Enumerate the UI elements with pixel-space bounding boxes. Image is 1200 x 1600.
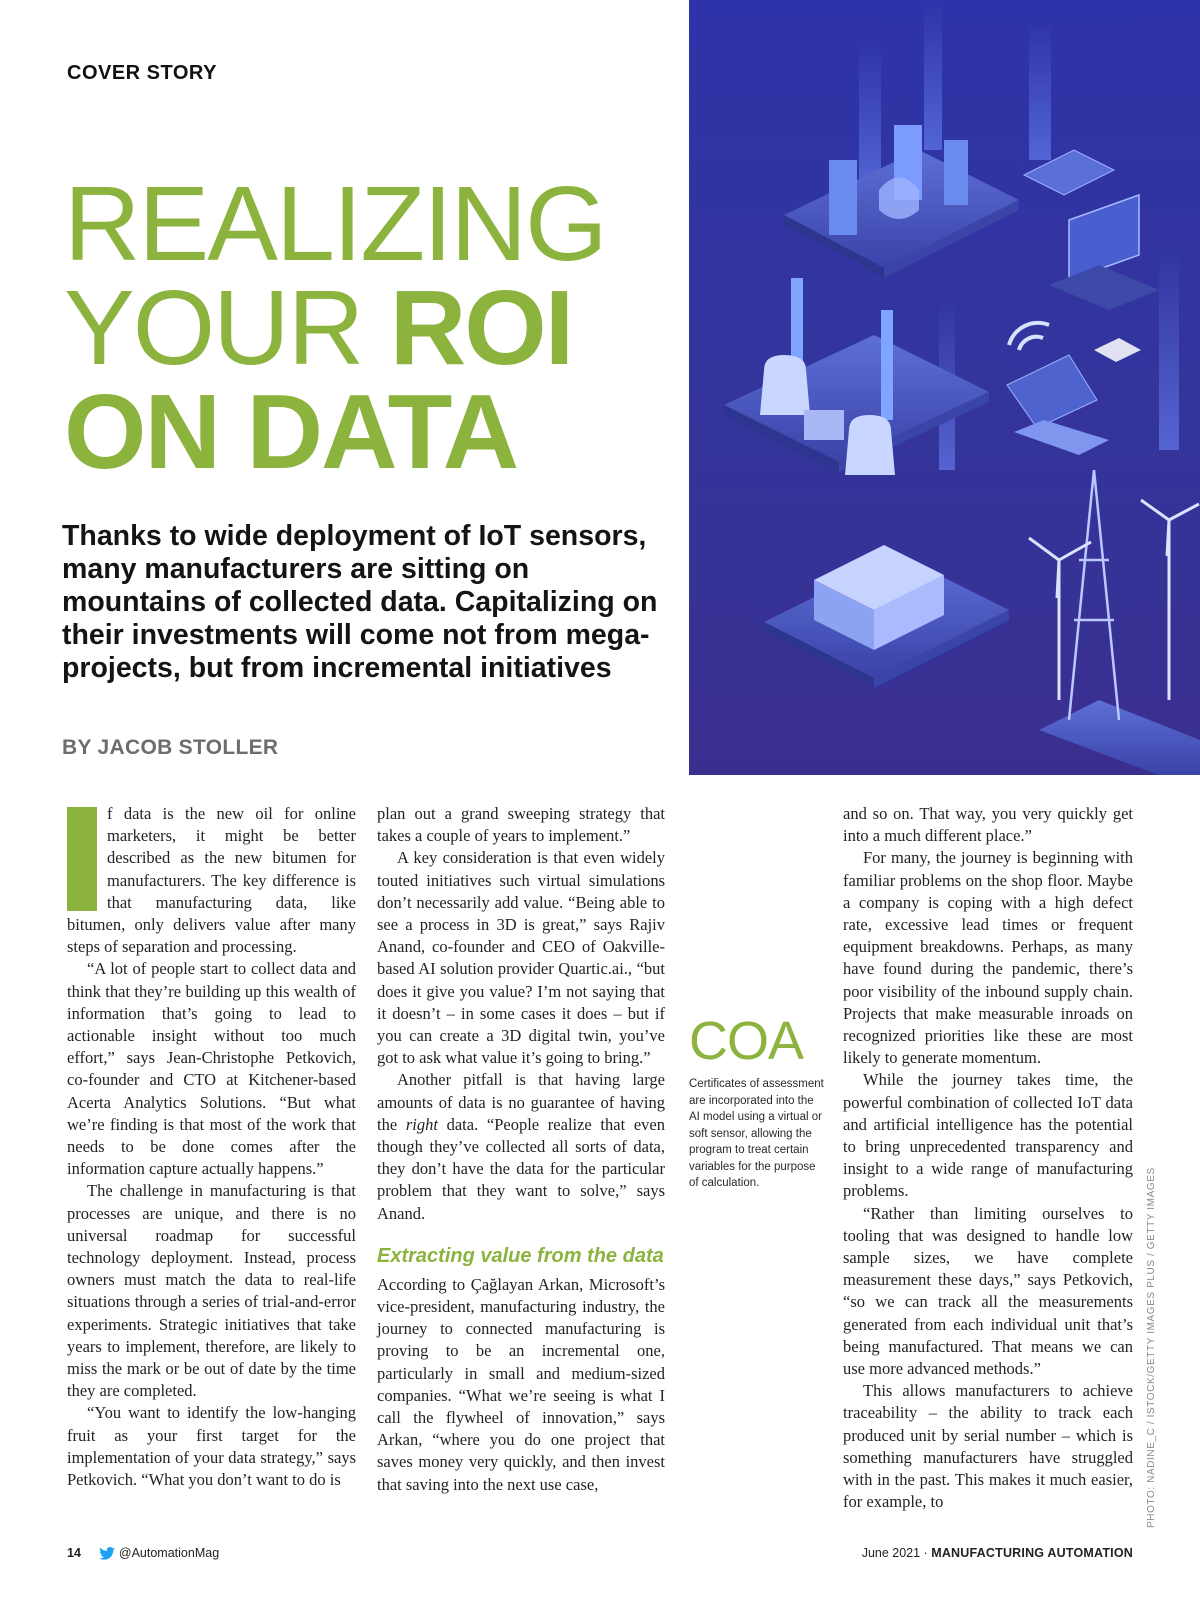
paragraph: “Rather than limiting ourselves to tooling that was designed to handle low sample sizes, we have complete measurement these days,” says Petkovich, “so we can track all the measurements generated from each individual unit that’s being manufactured. That means we can use more advanced methods.” [843, 1203, 1133, 1379]
paragraph: “A lot of people start to collect data and think that they’re building up this wealth of information that’s going to lead to actionable insight without too much effort,” says Jean-Christophe Petkovich, co-founder and CTO at Kitchener-based Acerta Analytics Solutions. “But what we’re finding is that most of the work that needs to be done comes after the information capture actually happens.” [67, 959, 356, 1179]
headline-line-2-light: YOUR [64, 269, 390, 387]
body-column-3 [843, 803, 1133, 1514]
twitter-link[interactable] [99, 1546, 219, 1560]
paragraph-text: data. “People realize that even though they’ve collected all sorts of data, they don’t have the data for the particular problem that they want to solve,” says Anand. [377, 1114, 665, 1223]
issue-date: June 2021 · [861, 1546, 928, 1560]
headline [64, 165, 684, 491]
glossary-term: COA [689, 1011, 804, 1071]
paragraph: This allows manufacturers to achieve traceability – the ability to track each produced unit by serial number – which is something manufacturers have struggled with in the past. This makes it much easier, for example, to [843, 1381, 1133, 1512]
paragraph: “You want to identify the low-hanging fruit as your first target for the implementation of your data strategy,” says Petkovich. “What you don’t want to do is [67, 1403, 356, 1490]
photo-credit: PHOTO: NADINE_C / ISTOCK/GETTY IMAGES PLUS / GETTY IMAGES [1146, 1167, 1157, 1528]
deck: Thanks to wide deployment of IoT sensors, many manufacturers are sitting on mountains of collected data. Capitalizing on their investments will come not from mega-projects, but from incremental initiatives [62, 520, 658, 684]
body-column-2 [377, 803, 665, 1496]
drop-cap-i [67, 807, 97, 911]
paragraph [377, 1069, 665, 1224]
paragraph: A key consideration is that even widely touted initiatives such virtual simulations don’t necessarily add value. “Being able to see a process in 3D is great,” says Rajiv Anand, co-founder and CEO of Oakville-based AI solution provider Quartic.ai., “but does it give you value? I’m not saying that it doesn’t – in some cases it does – but if you can create a 3D digital twin, you’ve got to ask what value it’s going to bring.” [377, 848, 665, 1068]
paragraph: plan out a grand sweeping strategy that takes a couple of years to implement.” [377, 804, 665, 846]
headline-line-3: ON DATA [64, 373, 518, 491]
paragraph: While the journey takes time, the powerful combination of collected IoT data and artificial intelligence has the potential to bring unprecedented transparency and insight to a wide range of manufacturing problems. [843, 1070, 1133, 1201]
paragraph-text: Another pitfall is that having large amounts of data is no guarantee of having the [377, 1070, 665, 1134]
glossary-sidebar [689, 1012, 825, 1192]
twitter-handle: @AutomationMag [118, 1546, 220, 1560]
footer-left [67, 1546, 219, 1560]
body-column-1 [67, 803, 356, 1491]
isometric-industry-illustration [689, 0, 1200, 775]
emphasis: right [405, 1114, 438, 1134]
paragraph: and so on. That way, you very quickly get into a much different place.” [843, 804, 1133, 846]
page-number: 14 [67, 1546, 81, 1560]
magazine-name: MANUFACTURING AUTOMATION [931, 1546, 1133, 1560]
headline-line-2-bold: ROI [389, 269, 573, 387]
twitter-bird-icon [99, 1547, 115, 1560]
footer-right [862, 1546, 1133, 1560]
byline: BY JACOB STOLLER [62, 736, 279, 759]
glossary-definition: Certificates of assessment are incorporated into the AI model using a virtual or soft sensor, allowing the program to treat certain variables for the purpose of calculation. [689, 1078, 824, 1189]
section-label: COVER STORY [67, 62, 217, 84]
paragraph: f data is the new oil for online marketers, it might be better described as the new bitumen for manufacturers. The key difference is that manufacturing data, like bitumen, only delivers value after many steps of separation and processing. [67, 804, 356, 957]
headline-line-1: REALIZING [64, 165, 606, 283]
subhead: Extracting value from the data [377, 1244, 664, 1267]
paragraph: The challenge in manufacturing is that processes are unique, and there is no universal roadmap for successful technology deployment. Instead, process owners must match the data to real-life situations through a series of trial-and-error experiments. Strategic initiatives that take years to implement, therefore, are likely to miss the mark or be out of date by the time they are completed. [67, 1181, 356, 1401]
paragraph: According to Çağlayan Arkan, Microsoft’s vice-president, manufacturing industry, the journey to connected manufacturing is proving to be an incremental one, particularly in small and medium-sized companies. “What we’re seeing is what I call the flywheel of innovation,” says Arkan, “where you do one project that saves money very quickly, and then invest that saving into the next use case, [377, 1274, 665, 1494]
paragraph: For many, the journey is beginning with familiar problems on the shop floor. Maybe a company is coping with a high defect rate, excessive lead times or frequent equipment breakdowns. Perhaps, as many have found during the pandemic, there’s poor visibility of the inbound supply chain. Projects that make measurable inroads on recognized priorities like these are most likely to generate momentum. [843, 848, 1133, 1068]
hero-illustration [689, 0, 1200, 775]
